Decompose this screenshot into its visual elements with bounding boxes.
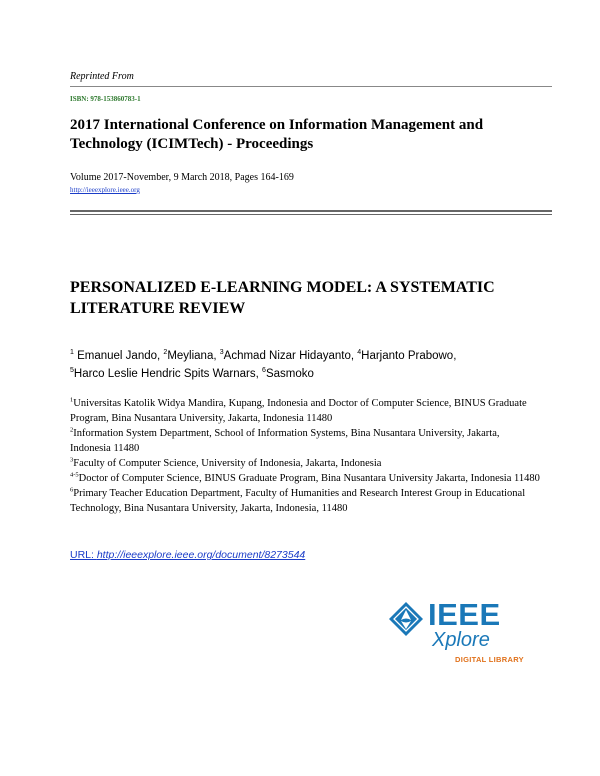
affiliation-list bbox=[70, 396, 540, 516]
reprinted-from-label: Reprinted From bbox=[70, 71, 134, 82]
volume-info: Volume 2017-November, 9 March 2018, Pages 164-169 bbox=[70, 172, 294, 183]
author: $^1$ Emanuel Jando, bbox=[70, 349, 164, 362]
url-value: http://ieeexplore.ieee.org/document/8273544 bbox=[96, 549, 306, 561]
author: $^4$Harjanto Prabowo, bbox=[357, 349, 457, 362]
logo-tagline: DIGITAL LIBRARY bbox=[455, 655, 524, 664]
header-rule bbox=[70, 86, 552, 87]
document-url-link[interactable] bbox=[70, 549, 305, 561]
affiliation: $^6$Primary Teacher Education Department, Faculty of Humanities and Research Interest Group in Educational Technology, Bina Nusantara University, Jakarta, Indonesia, 11480 bbox=[70, 486, 526, 514]
author: $^2$Meyliana, bbox=[163, 349, 220, 362]
section-rule-top bbox=[70, 210, 552, 212]
logo-brand: IEEE bbox=[428, 597, 501, 632]
isbn-text: ISBN: 978-153860783-1 bbox=[70, 95, 141, 103]
author-list bbox=[70, 347, 540, 383]
author: $^6$Sasmoko bbox=[262, 367, 314, 380]
affiliation: $^1$Universitas Katolik Widya Mandira, Kupang, Indonesia and Doctor of Computer Science, BINUS Graduate Program, Bina Nusantara University, Jakarta, Indonesia 11480 bbox=[70, 396, 527, 424]
affiliation: $^2$Information System Department, School of Information Systems, Bina Nusantara University, Jakarta, Indonesia 11480 bbox=[70, 426, 500, 454]
ieee-xplore-logo bbox=[388, 598, 538, 670]
paper-title: PERSONALIZED E-LEARNING MODEL: A SYSTEMATIC LITERATURE REVIEW bbox=[70, 279, 495, 317]
url-label: URL: bbox=[70, 549, 97, 561]
ieee-diamond-icon bbox=[388, 601, 424, 637]
ieeexplore-link[interactable]: http://ieeexplore.ieee.org bbox=[70, 186, 140, 194]
author: $^3$Achmad Nizar Hidayanto, bbox=[219, 349, 358, 362]
author: $^5$Harco Leslie Hendric Spits Warnars, bbox=[70, 367, 263, 380]
conference-title: 2017 International Conference on Information Management and Technology (ICIMTech) - Proceedings bbox=[70, 117, 484, 152]
affiliation: $^{4-5}$Doctor of Computer Science, BINUS Graduate Program, Bina Nusantara University Jakarta, Indonesia 11480 bbox=[70, 471, 540, 484]
section-rule-bottom bbox=[70, 214, 552, 215]
affiliation: $^3$Faculty of Computer Science, University of Indonesia, Jakarta, Indonesia bbox=[70, 456, 382, 469]
logo-product: Xplore bbox=[432, 629, 490, 651]
